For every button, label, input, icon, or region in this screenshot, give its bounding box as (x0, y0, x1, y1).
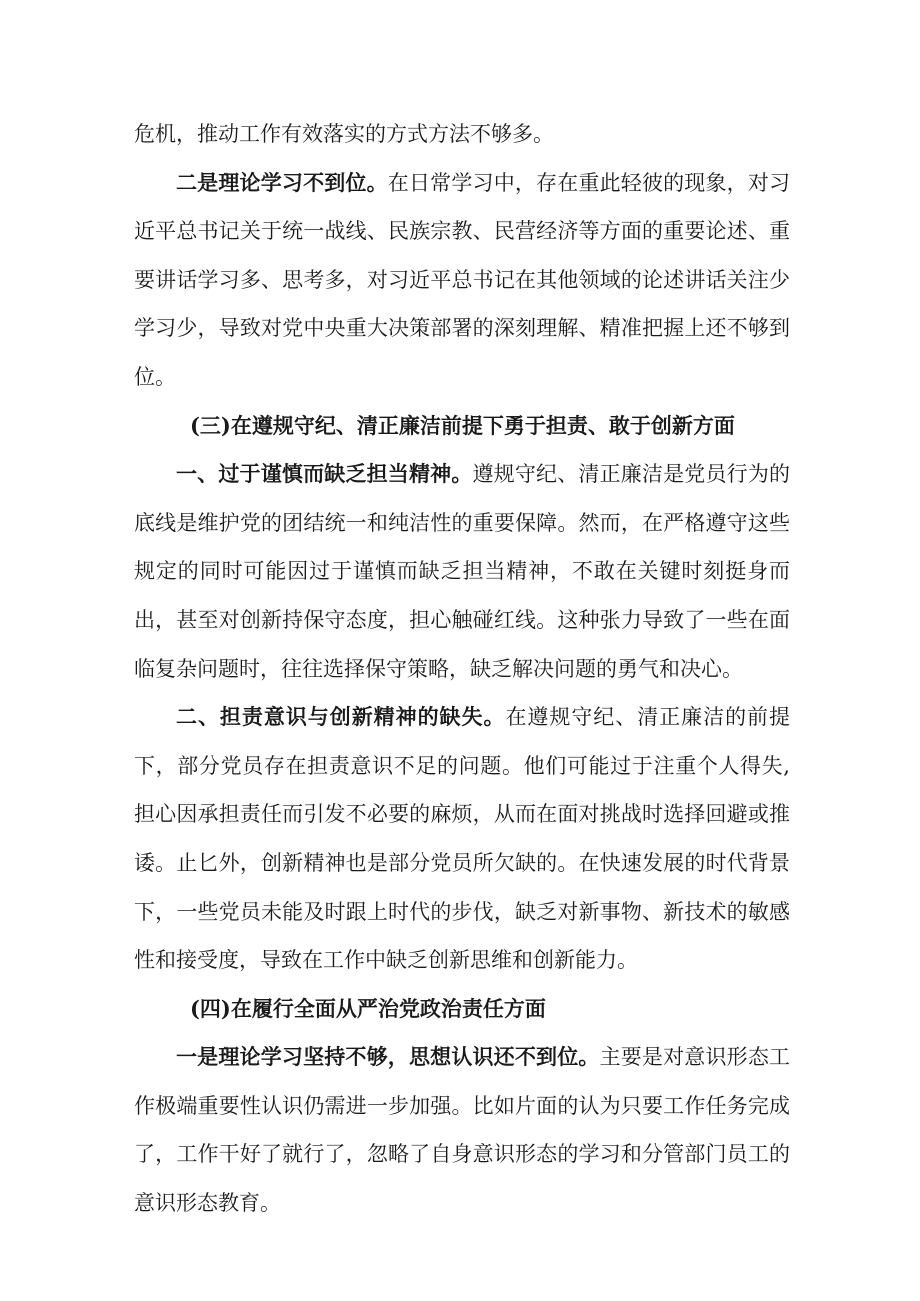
paragraph-text: 在日常学习中，存在重此轻彼的现象，对习近平总书记关于统一战线、民族宗教、民营经济等方面的重要论述、重要讲话学习多、思考多，对习近平总书记在其他领域的论述讲话关注少学习少，导致对党中央重大决策部署的深刻理解、精准把握上还不够到位。 (134, 170, 791, 389)
paragraph-over-cautious (134, 450, 790, 693)
paragraph-ideology-awareness (134, 1033, 790, 1227)
paragraph-text: 遵规守纪、清正廉洁是党员行为的底线是维护党的团结统一和纯洁性的重要保障。然而，在严格遵守这些规定的同时可能因过于谨慎而缺乏担当精神，不敢在关键时刻挺身而出，甚至对创新持保守态度，担心触碰红线。这种张力导致了一些在面临复杂问题时，往往选择保守策略，缺乏解决问题的勇气和决心。 (134, 462, 790, 681)
paragraph-continuation (134, 110, 790, 159)
paragraph-lead: 一、过于谨慎而缺乏担当精神。 (176, 461, 473, 487)
paragraph-theory-study (134, 159, 790, 402)
paragraph-responsibility-innovation (134, 693, 790, 985)
paragraph-lead: 二是理论学习不到位。 (176, 169, 388, 195)
paragraph-text: 在遵规守纪、清正廉洁的前提下，部分党员存在担责意识不足的问题。他们可能过于注重个人得失,担心因承担责任而引发不必要的麻烦，从而在面对挑战时选择回避或推诿。止匕外，创新精神也是部分党员所欠缺的。在快速发展的时代背景下，一些党员未能及时跟上时代的步伐，缺乏对新事物、新技术的敏感性和接受度，导致在工作中缺乏创新思维和创新能力。 (134, 705, 791, 973)
section-heading-three: (三)在遵规守纪、清正廉洁前提下勇于担责、敢于创新方面 (190, 412, 735, 438)
paragraph-text: 危机，推动工作有效落实的方式方法不够多。 (134, 122, 554, 146)
document-body (134, 110, 790, 1228)
paragraph-text: 主要是对意识形态工作极端重要性认识仍需进一步加强。比如片面的认为只要工作任务完成了，工作干好了就行了，忽略了自身意识形态的学习和分管部门员工的意识形态教育。 (134, 1045, 791, 1216)
paragraph-lead: 一是理论学习坚持不够，思想认识还不到位。 (176, 1044, 600, 1070)
section-heading-four: (四)在履行全面从严治党政治责任方面 (190, 995, 546, 1021)
paragraph-lead: 二、担责意识与创新精神的缺失。 (176, 704, 506, 730)
